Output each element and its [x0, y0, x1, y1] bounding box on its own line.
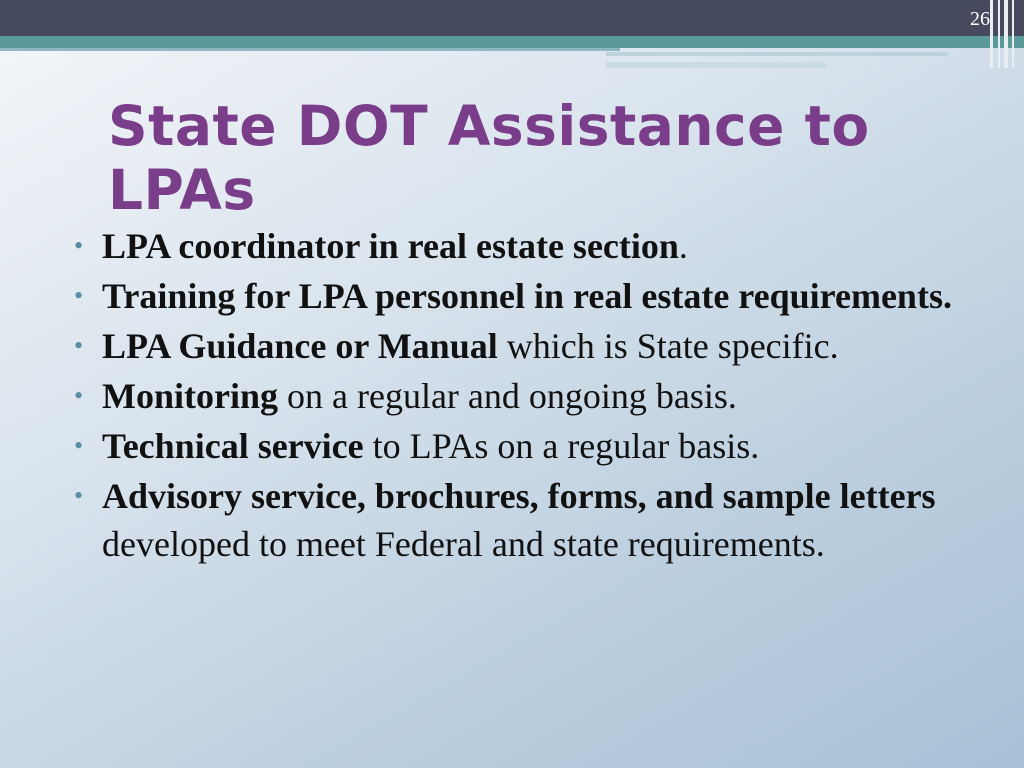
teal-accent-bar: [0, 36, 1024, 48]
list-item: [70, 422, 970, 470]
slide-number: 26: [970, 8, 990, 30]
bullet-text: which is State specific.: [497, 326, 839, 366]
bullet-bold-text: LPA Guidance or Manual: [102, 326, 498, 366]
bullet-text: .: [678, 226, 688, 266]
accent-line-1: [606, 52, 948, 56]
list-item: [70, 372, 970, 420]
list-item: [70, 272, 970, 320]
top-bar: [0, 0, 1024, 36]
bullet-icon: •: [74, 281, 84, 310]
bullet-list: [70, 222, 970, 570]
bullet-icon: •: [74, 481, 84, 510]
vertical-accent-lines: [990, 0, 1024, 68]
list-item: [70, 222, 970, 270]
bullet-icon: •: [74, 231, 84, 260]
teal-accent-line: [0, 48, 620, 51]
list-item: [70, 322, 970, 370]
list-item: [70, 472, 970, 568]
bullet-bold-text: Training for LPA personnel in real estate requirements.: [102, 276, 952, 316]
slide-title: State DOT Assistance to LPAs: [108, 94, 870, 222]
bullet-bold-text: Technical service: [102, 426, 364, 466]
accent-line-2: [606, 62, 826, 68]
bullet-icon: •: [74, 381, 84, 410]
bullet-text: to LPAs on a regular basis.: [363, 426, 760, 466]
bullet-text: developed to meet Federal and state requirements.: [102, 524, 825, 564]
bullet-icon: •: [74, 331, 84, 360]
bullet-bold-text: Advisory service, brochures, forms, and sample letters: [102, 476, 936, 516]
bullet-bold-text: Monitoring: [102, 376, 278, 416]
bullet-text: on a regular and ongoing basis.: [278, 376, 737, 416]
bullet-bold-text: LPA coordinator in real estate section: [102, 226, 679, 266]
bullet-icon: •: [74, 431, 84, 460]
